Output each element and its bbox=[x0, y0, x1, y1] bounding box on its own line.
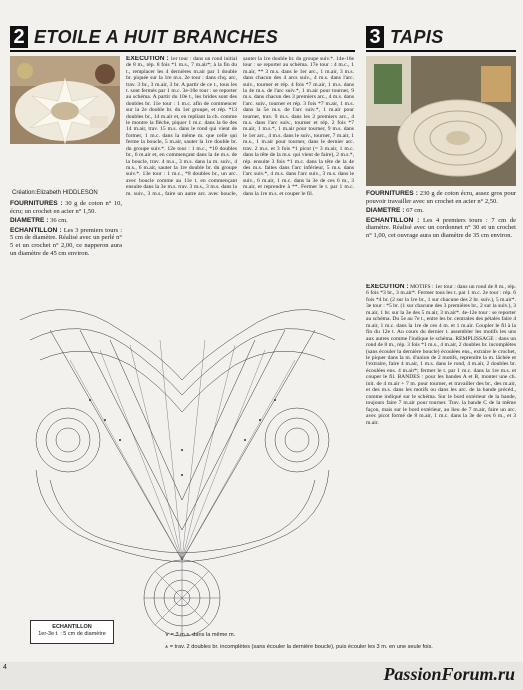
left-execution-text bbox=[126, 56, 354, 304]
echantillon-block bbox=[366, 217, 516, 240]
section-3-header bbox=[366, 26, 444, 48]
header-rule-left bbox=[10, 50, 355, 52]
echantillon-label: ECHANTILLON : bbox=[366, 216, 420, 224]
rug-photo bbox=[366, 56, 516, 186]
fournitures-block bbox=[366, 190, 516, 205]
section-number: 3 bbox=[366, 26, 384, 48]
diametre-block bbox=[366, 207, 516, 215]
site-watermark: PassionForum.ru bbox=[383, 664, 515, 684]
swatch-subtitle: 1er-3e t. : 5 cm de diamètre bbox=[38, 631, 106, 637]
fournitures-label: FOURNITURES : bbox=[10, 200, 63, 207]
right-execution-text bbox=[366, 284, 516, 660]
section-number: 2 bbox=[10, 26, 28, 48]
execution-label: EXECUTION : bbox=[366, 284, 409, 290]
legend-text-2: = trav. 2 doubles br. incomplètes (sans écouler la dernière boucle), puis écouler les 3 m. en une seule fois. bbox=[169, 644, 433, 650]
swatch-title: ECHANTILLON bbox=[52, 624, 92, 630]
echantillon-label: ECHANTILLON : bbox=[10, 226, 62, 234]
left-info-column bbox=[10, 200, 122, 300]
right-info-column bbox=[366, 190, 516, 282]
fournitures-text: 30 g de coton n° 10, écru; un crochet en acier n° 1,50. bbox=[10, 200, 122, 215]
photo-credit: Création:Elizabeth HIDDLESON bbox=[12, 190, 98, 196]
echantillon-block bbox=[10, 227, 122, 257]
fournitures-text: 230 g de coton écru, assez gros pour pouvoir travailler avec un crochet en acier n° 2,50. bbox=[366, 190, 516, 205]
execution-text: MOTIFS : 1er tour : dans un rond de 8 m., rép. 6 fois *3 br., 3 m.air*. Fermer tous les t. par 1 m.c. 2e tour : rép. 6 fois *4 br. (2 sur la 1re br., 1 sur chacune des 2 br. suiv.), 5 m.air*. 3e tour : *5 br. (1 sur chacune des 3 premières br., 2 sur la suiv.), 3 m.air, 1 br. sur la 3e des 5 m.air, 3 m.air*. 4e-12e tour : se reporter au schéma. Du 5e au 7e t., entre les br. centrales des pétales faire 4 m.air, 1 m.c. dans la 1re de ces 4 m. et 1 m.air. Coupler le fil à la fin du 12e t. Au cours du dernier t. assembler les motifs les uns aux autres comme l'indique le schéma. REMPLISSAGE : dans un rond de 8 m., rép. 3 fois *1 m.s., 4 m.air, 2 doubles br. incomplètes (sans écouler la dernière boucle) écoulées ens., extraire le crochet, le piquer dans la m. d'union de 2 motifs, reprendre la m. lâchée et l'extraire, faire 4 m.air, 1 m.s. dans le rond, 4 m.air, 2 doubles br. écoulées ens. 4 m.air*; fermer le t. par 1 m.c. dans la 1re m.s. et couper le fil. BANDES : pour les bandes A et B, monter une ch. init. de 4 m.air + 7 m. pour tourner, et travailler des br., des m.air, et des m.s. dans les motifs ou dans les arc. de la bande précéd., comme indiqué sur le schéma. Sur le bord extérieur de la bande, toujours faire 7 m.air pour tourner. Trav. la bande C de la même façon, mais sur le bord extérieur, au lieu de 7 m.air, faire un arc. avec picot formé de 8 m.air, 1 m.c. dans la 3e de ces 6 m., et 3 m.air. bbox=[366, 284, 516, 426]
section-title: TAPIS bbox=[390, 26, 444, 47]
diametre-text: 36 cm. bbox=[50, 217, 68, 225]
echantillon-text: Les 4 premiers tours : 7 cm de diamètre. Réalisé avec un cordonnet n° 30 et un crochet n° 1,00, cet ouvrage aura un diamètre de 35 cm environ. bbox=[366, 216, 516, 239]
swatch-box bbox=[30, 620, 114, 644]
crochet-chart-diagram bbox=[10, 300, 355, 650]
execution-text: 1er tour : dans un rond initial de 8 m., rép. 8 fois *1 m.s., 7 m.air*; à la fin du t., remplacer les 4 dernières m.air par 1 double br. piquée sur la 1re m.s. 2e tour : dans chq. arc, trav. 3 br., 3 m.air, 3 br. A partir de ce t., tous les t. sont fermés par 1 m.c. 3e-10e tour : se reporter au schéma. A partir du 10e t., les brides sont des doubles br. 11e tour : 1 m.c. afin de commencer sur la 2e double br. du 1er groupe, et rép. *13 doubles br., 14 m.air et, en repliant la ch. comme le montre la flèche, piquer 1 m.c. dans la 6e des 14 m.air, trav. 15 m.s. dans le rond qui vient de former, 1 m.c. dans la même m. que celle qui ferme la boucle, 5 m.air, sauter la 1re double br. du groupe suiv.*. 12e tour : 1 m.c., *10 doubles br., 6 m.air et, en commençant dans la 4e m.s. de la boucle, trav. 4 m.s., 3 m.s. dans la m. suiv., 4 m.s., 6 m.air, sauter la 1re double br. du groupe suiv.*. 13e tour : 1 m.c., *8 doubles br., un arc. avec boucle comme au 11e t. en commençant ensuite dans la 3e m.s. trav. 3 m.s., 3 m.s. dans la m. suiv., 3 m.s., faire un autre arc. avec boucle, sauter la 1re double br. du groupe suiv.*. 14e-16e tour : se reporter au schéma. 17e tour : 4 m.c., 1 m.air, ** 3 m.s. dans le 1er arc., 1 m.air, 3 m.s. dans chacun des 4 arcs suiv., 4 m.s. dans l'arc. suiv., tourner et rép. 4 fois *7 m.air, 1 m.s. dans la 4e m.s. de l'arc suiv.*, 1 m.air pour tourner, 9 m.s. dans chacun des 3 premiers arc., 4 m.s. dans l'arc. suiv., tourner et rép. 3 fois *7 m.air, 1 m.s. dans la 5e m.s. de l'arc suiv.*, 1 m.air pour tourner, trav. 9 m.s. dans les 2 premiers arc., 4 m.s. dans l'arc suiv., tourner et rép. 2 fois *7 m.air, 1 m.s.*, 1 m.air pour tourner, 9 m.s. dans le 1er arc., 4 m.s. dans le suiv., tourner, 7 m.air, 1 m.s., 1 m.air pour tourner, dans le dernier arc. trav. 2 m.s. et 3 fois *1 picot (= 3 m.air, 1 m.c. dans la tête de la m.s. qui vient de faire), 2 m.s.*, rép. ensuite 3 fois *1 m.c. dans la tête de la 4e des m.s. faites dans l'arc inférieur, 5 m.s. dans l'arc suiv.*, 4 m.s. dans l'arc suiv., 3 m.s. dans le suiv., 6 m.air, 1 m.c. dans la 3e de ces 6 m., 3 m.air, et reprendre à **. Fermer le t. par 1 m.c. dans la 1re m.s. et couper le fil. bbox=[126, 56, 354, 197]
page-number: 4 bbox=[3, 664, 7, 671]
fournitures-block bbox=[10, 200, 122, 215]
cluster-symbol-icon: ⩚ bbox=[165, 644, 169, 650]
legend-item-1 bbox=[165, 632, 235, 638]
fournitures-label: FOURNITURES : bbox=[366, 190, 418, 197]
legend-text-1: = 3 m.s. dans la même m. bbox=[170, 632, 236, 638]
doily-photo bbox=[10, 56, 120, 144]
section-2-header bbox=[10, 26, 278, 48]
diametre-label: DIAMETRE : bbox=[10, 217, 49, 225]
header-rule-right bbox=[366, 50, 516, 52]
execution-label: EXECUTION : bbox=[126, 56, 169, 62]
diametre-block bbox=[10, 217, 122, 225]
section-title: ETOILE A HUIT BRANCHES bbox=[34, 26, 279, 47]
three-sc-symbol-icon: ⋎ bbox=[165, 632, 170, 638]
echantillon-text: Les 3 premiers tours : 5 cm de diamètre. Réalisé avec un perlé n° 5 et un crochet n° 2,00, ce napperon aura un diamètre de 45 cm environ. bbox=[10, 226, 122, 257]
diametre-text: 67 cm. bbox=[406, 207, 424, 215]
diametre-label: DIAMETRE : bbox=[366, 207, 405, 215]
